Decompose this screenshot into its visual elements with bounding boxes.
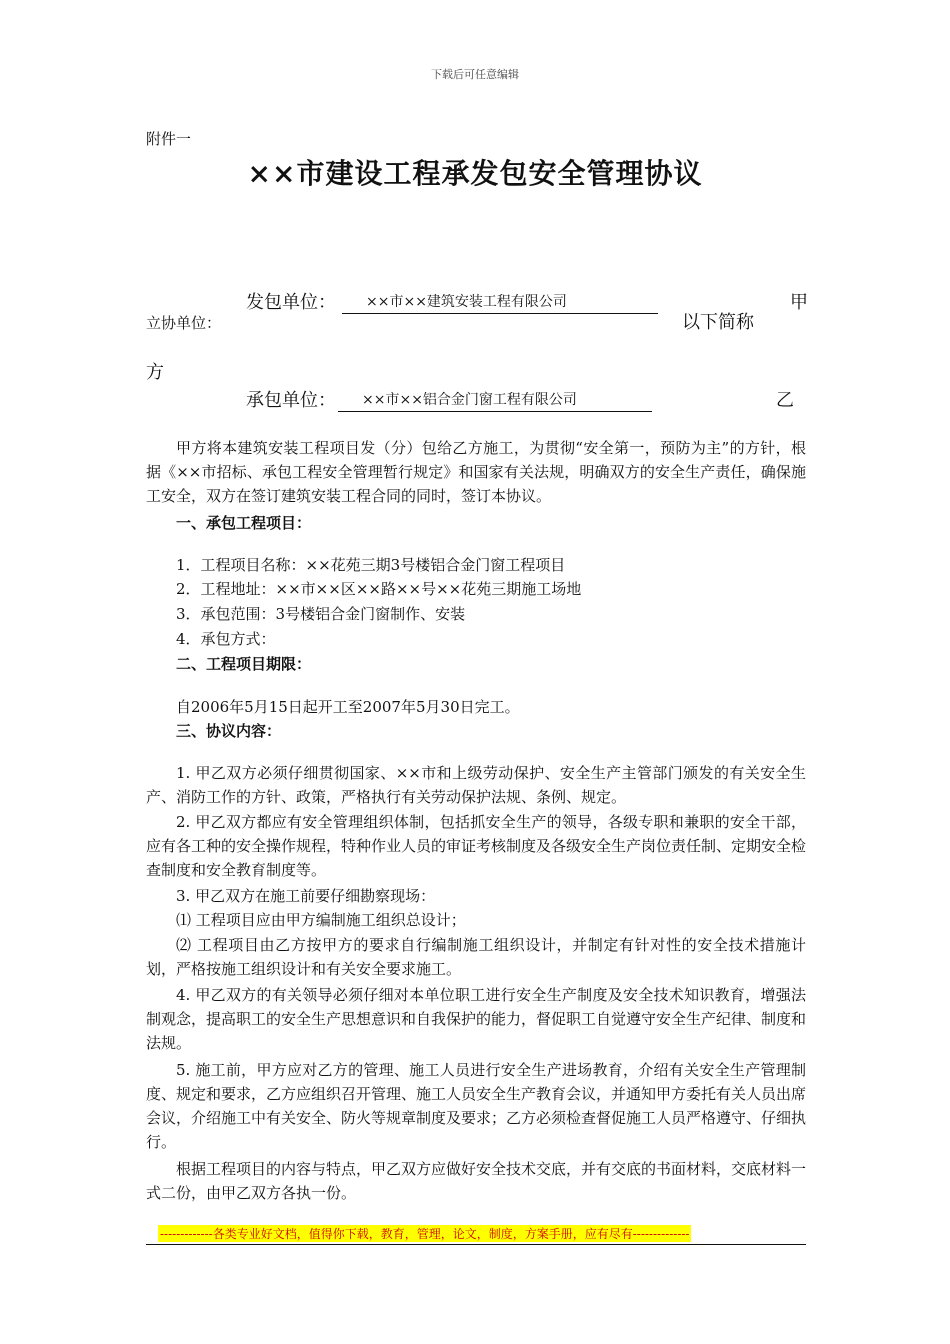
clause-3b: ⑵ 工程项目由乙方按甲方的要求自行编制施工组织设计，并制定有针对性的安全技术措施计划，严格按施工组织设计和有关安全要求施工。 <box>146 936 806 978</box>
issuer-label: 发包单位： <box>246 292 336 313</box>
header-note: 下载后可任意编辑 <box>431 68 519 81</box>
footer-banner: -------------各类专业好文档，值得你下载，教育，管理，论文，制度，方案手册，应有尽有-------------- <box>160 1227 690 1241</box>
section2-text: 自2006年5月15日起开工至2007年5月30日完工。 <box>176 698 520 716</box>
section3-heading: 三、协议内容： <box>176 722 282 740</box>
section1-heading: 一、承包工程项目： <box>176 514 312 532</box>
section1-item: 4．承包方式： <box>176 630 276 648</box>
sign-label: 立协单位： <box>146 314 222 332</box>
clause-2: 2. 甲乙双方都应有安全管理组织体制，包括抓安全生产的领导，各级专职和兼职的安全干部，应有各工种的安全操作规程，特种作业人员的审证考核制度及各级安全生产岗位责任制、定期安全检查制度和安全教育制度等。 <box>146 813 807 879</box>
abbr-label: 以下简称 <box>682 312 754 333</box>
contractor-label: 承包单位： <box>246 390 336 411</box>
clause-6: 根据工程项目的内容与特点，甲乙双方应做好安全技术交底，并有交底的书面材料，交底材料一式二份，由甲乙双方各执一份。 <box>146 1160 807 1202</box>
contractor-value: ××市××铝合金门窗工程有限公司 <box>338 389 652 412</box>
section1-item: 2．工程地址：××市××区××路××号××花苑三期施工场地 <box>176 580 582 598</box>
section1-item: 1．工程项目名称：××花苑三期3号楼铝合金门窗工程项目 <box>176 556 566 574</box>
attachment-label: 附件一 <box>146 130 192 148</box>
party-b-suffix: 乙 <box>776 390 794 411</box>
fang-label: 方 <box>146 362 164 383</box>
clause-4: 4. 甲乙双方的有关领导必须仔细对本单位职工进行安全生产制度及安全技术知识教育，增强法制观念，提高职工的安全生产思想意识和自我保护的能力，督促职工自觉遵守安全生产纪律、制度和法规。 <box>146 986 807 1052</box>
section1-item: 3．承包范围：3号楼铝合金门窗制作、安装 <box>176 605 466 623</box>
footer-rule <box>146 1244 806 1245</box>
intro-paragraph: 甲方将本建筑安装工程项目发（分）包给乙方施工，为贯彻“安全第一，预防为主”的方针，根据《××市招标、承包工程安全管理暂行规定》和国家有关法规，明确双方的安全生产责任，确保施工安全，双方在签订建筑安装工程合同的同时，签订本协议。 <box>146 439 806 505</box>
document-title: ××市建设工程承发包安全管理协议 <box>247 157 703 190</box>
party-a-suffix: 甲 <box>790 292 808 313</box>
clause-3a: ⑴ 工程项目应由甲方编制施工组织总设计； <box>176 911 466 929</box>
clause-5: 5. 施工前，甲方应对乙方的管理、施工人员进行安全生产进场教育，介绍有关安全生产管理制度、规定和要求，乙方应组织召开管理、施工人员安全生产教育会议，并通知甲方委托有关人员出席会议，介绍施工中有关安全、防火等规章制度及要求；乙方必须检查督促施工人员严格遵守、仔细执行。 <box>146 1061 807 1151</box>
clause-1: 1. 甲乙双方必须仔细贯彻国家、××市和上级劳动保护、安全生产主管部门颁发的有关安全生产、消防工作的方针、政策，严格执行有关劳动保护法规、条例、规定。 <box>146 764 806 806</box>
section2-heading: 二、工程项目期限： <box>176 655 312 673</box>
clause-3: 3. 甲乙双方在施工前要仔细勘察现场： <box>176 887 436 905</box>
issuer-value: ××市××建筑安装工程有限公司 <box>342 291 658 314</box>
